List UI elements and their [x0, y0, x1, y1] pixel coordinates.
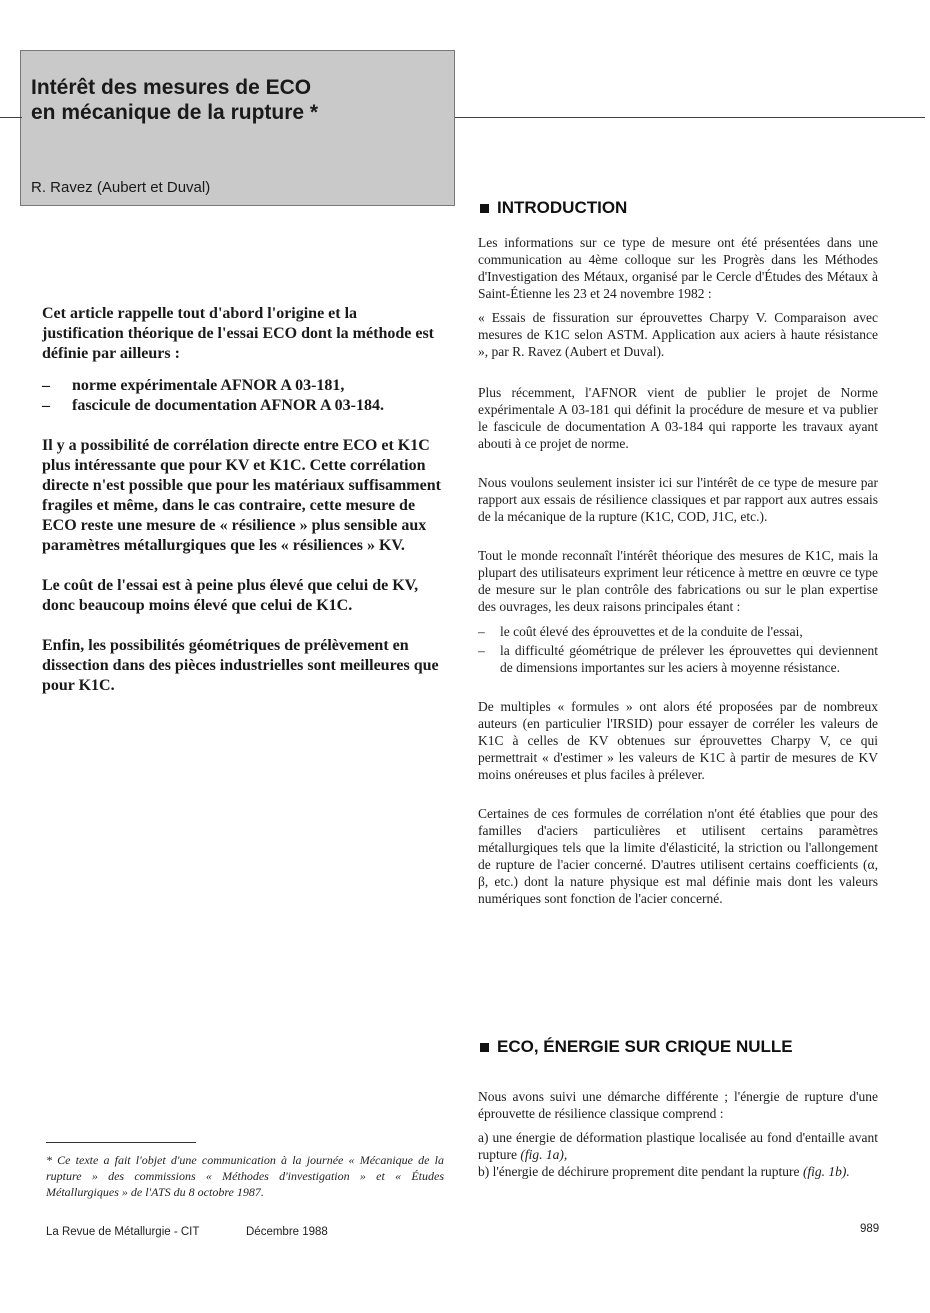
footnote-rule — [46, 1142, 196, 1143]
introduction-body — [478, 234, 878, 920]
title-rule-left — [0, 117, 22, 118]
intro-paragraph-3: Plus récemment, l'AFNOR vient de publier le projet de Norme expérimentale A 03-181 qui définit la procédure de mesure et va publier le fascicule de documentation A 03-184 qui rapporte les travaux ayant abouti à ce projet de norme. — [478, 385, 878, 451]
footnote: * Ce texte a fait l'objet d'une communication à la journée « Mécanique de la rupture » des commissions « Méthodes d'investigation » et « Études Métallurgiques » de l'ATS du 8 octobre 1987. — [46, 1153, 444, 1199]
abstract-list-item: – fascicule de documentation AFNOR A 03-184. — [42, 397, 384, 414]
abstract-paragraph-3: Le coût de l'essai est à peine plus élevé que celui de KV, donc beaucoup moins élevé que celui de K1C. — [42, 577, 419, 614]
title-line-2: en mécanique de la rupture * — [31, 101, 319, 124]
abstract-paragraph-2: Il y a possibilité de corrélation directe entre ECO et K1C plus intéressante que pour KV et K1C. Cette corrélation directe n'est possible que pour les matériaux suffisamment fragiles et même, dans le cas contraire, cette mesure de ECO reste une mesure de « résilience » plus sensible aux paramètres métallurgiques que les « résiliences » KV. — [42, 437, 441, 554]
eco-item-b: b) l'énergie de déchirure proprement dite pendant la rupture (fig. 1b). — [478, 1164, 850, 1179]
footer-journal-name: La Revue de Métallurgie - CIT — [46, 1226, 200, 1238]
footer-date: Décembre 1988 — [246, 1226, 328, 1238]
page-number: 989 — [860, 1223, 880, 1235]
abstract-list-item: – norme expérimentale AFNOR A 03-181, — [42, 377, 345, 394]
abstract-list — [42, 376, 442, 416]
abstract — [42, 304, 442, 716]
intro-paragraph-1: Les informations sur ce type de mesure ont été présentées dans une communication au 4ème colloque sur les Progrès dans les Méthodes d'Investigation des Métaux, organisé par le Cercle d'Études des Métaux à Saint-Étienne les 23 et 24 novembre 1982 : — [478, 235, 878, 301]
eco-section-heading: ECO, ÉNERGIE SUR CRIQUE NULLE — [480, 1037, 793, 1057]
eco-paragraph-1: Nous avons suivi une démarche différente ; l'énergie de rupture d'une éprouvette de résilience classique comprend : — [478, 1089, 878, 1121]
eco-item-a: a) une énergie de déformation plastique localisée au fond d'entaille avant rupture (fig. 1a), — [478, 1130, 878, 1162]
intro-paragraph-7: Certaines de ces formules de corrélation n'ont été établies que pour des familles d'aciers particulières et utilisent certains paramètres métallurgiques tels que la limite d'élasticité, la striction ou l'allongement de rupture de l'acier concerné. D'autres utilisent certains coefficients (α, β, etc.) dont la nature physique est mal définie mais dont les valeurs numériques sont fonction de l'acier concerné. — [478, 806, 878, 906]
introduction-heading: INTRODUCTION — [480, 198, 627, 218]
abstract-paragraph-4: Enfin, les possibilités géométriques de prélèvement en dissection dans des pièces industrielles sont meilleures que pour K1C. — [42, 637, 439, 694]
intro-paragraph-4: Nous voulons seulement insister ici sur l'intérêt de ce type de mesure par rapport aux essais de résilience classiques et par rapport aux autres essais de la mécanique de la rupture (K1C, COD, J1C, etc.). — [478, 475, 878, 524]
intro-paragraph-5: Tout le monde reconnaît l'intérêt théorique des mesures de K1C, mais la plupart des utilisateurs expriment leur réticence à mettre en œuvre ce type de mesure sur le plan contrôle des fabrications ou sur le plan expertise des ouvrages, les deux raisons principales étant : — [478, 548, 878, 614]
title-rule-right — [455, 117, 925, 118]
title-box — [20, 50, 455, 206]
square-bullet-icon — [480, 1043, 489, 1052]
intro-list-item: – le coût élevé des éprouvettes et de la conduite de l'essai, — [478, 624, 803, 639]
abstract-paragraph-1: Cet article rappelle tout d'abord l'origine et la justification théorique de l'essai ECO dont la méthode est définie par ailleurs : — [42, 305, 434, 362]
figure-reference: (fig. 1a), — [520, 1147, 568, 1162]
eco-section-body — [478, 1088, 878, 1180]
intro-paragraph-6: De multiples « formules » ont alors été proposées par de nombreux auteurs (en particulier l'IRSID) pour essayer de corréler les valeurs de K1C à celles de KV obtenues sur éprouvettes Charpy V, ce qui permettrait « d'estimer » les valeurs de K1C à partir de mesures de KV moins onéreuses et plus faciles à prélever. — [478, 699, 878, 782]
intro-paragraph-2: « Essais de fissuration sur éprouvettes Charpy V. Comparaison avec mesures de K1C selon ASTM. Application aux aciers à haute résistance », par R. Ravez (Aubert et Duval). — [478, 310, 878, 359]
article-title — [31, 75, 318, 125]
intro-list-item: – la difficulté géométrique de prélever les éprouvettes qui deviennent de dimensions importantes sur les aciers à moyenne résistance. — [478, 643, 878, 675]
title-line-1: Intérêt des mesures de ECO — [31, 76, 312, 99]
square-bullet-icon — [480, 204, 489, 213]
author-line: R. Ravez (Aubert et Duval) — [31, 179, 211, 196]
figure-reference: (fig. 1b). — [802, 1164, 850, 1179]
